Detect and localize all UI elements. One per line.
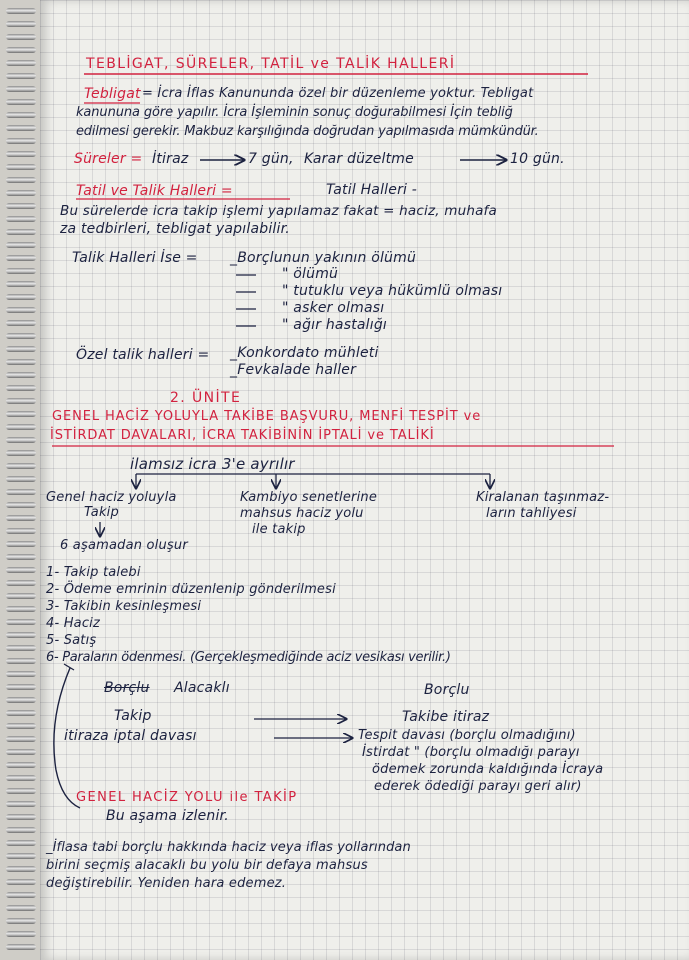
sureler-itiraz-value: 7 gün, [248,151,294,167]
branch-3-line-2: ların tahliyesi [486,506,577,521]
spiral-ring [6,697,36,703]
spiral-ring [6,242,36,248]
unite-title-line-1: GENEL HACİZ YOLUYLA TAKİBE BAŞVURU, MENFİ TESPİT ve [52,409,482,424]
spiral-ring [6,151,36,157]
spiral-ring [6,905,36,911]
flow-takibe-itiraz: Takibe itiraz [402,709,490,725]
branch-2-line-2: mahsus haciz yolu [240,506,364,521]
talik-item-5: " ağır hastalığı [282,317,388,333]
spiral-ring [6,931,36,937]
branch-3-line-1: Kiralanan taşınmaz- [476,490,610,505]
spiral-ring [6,736,36,742]
sureler-itiraz: İtiraz [152,151,189,167]
ozel-talik-item-2: _Fevkalade haller [230,362,357,378]
spiral-ring [6,684,36,690]
genel-haciz-title: GENEL HACİZ YOLU ile TAKİP [76,790,298,805]
notebook-page [40,0,689,960]
stages-note: 6 aşamadan oluşur [60,538,188,553]
spiral-ring [6,580,36,586]
spiral-ring [6,138,36,144]
spiral-ring [6,190,36,196]
stage-5: 5- Satış [46,633,97,648]
tatil-line-2: za tedbirleri, tebligat yapılabilir. [60,221,290,237]
unite-number: 2. ÜNİTE [170,390,242,406]
spiral-ring [6,47,36,53]
spiral-ring [6,255,36,261]
spiral-ring [6,567,36,573]
sureler-label: Süreler = [74,151,143,167]
spiral-ring [6,762,36,768]
genel-haciz-note: Bu aşama izlenir. [106,808,229,824]
spiral-ring [6,554,36,560]
stage-1: 1- Takip talebi [46,565,141,580]
spiral-ring [6,229,36,235]
spiral-ring [6,840,36,846]
spiral-ring [6,411,36,417]
spiral-ring [6,99,36,105]
branch-2-line-1: Kambiyo senetlerine [240,490,378,505]
flow-takip: Takip [114,708,152,724]
spiral-ring [6,268,36,274]
spiral-ring [6,528,36,534]
spiral-ring [6,463,36,469]
spiral-ring [6,658,36,664]
spiral-ring [6,307,36,313]
flow-tespit: Tespit davası (borçlu olmadığını) [358,728,576,743]
spiral-ring [6,34,36,40]
pen-marks [40,0,689,960]
tatil-line-1: Bu sürelerde icra takip işlemi yapılamaz fakat = haciz, muhafa [60,203,497,219]
tatil-halleri-label: Tatil Halleri - [326,182,418,198]
notebook-spiral-binding [0,0,44,960]
spiral-ring [6,372,36,378]
spiral-ring [6,801,36,807]
spiral-ring [6,502,36,508]
tebligat-line-3: edilmesi gerekir. Makbuz karşılığında doğrudan yapılmasıda mümkündür. [76,124,539,139]
spiral-ring [6,827,36,833]
iflas-note-line-2: birini seçmiş alacaklı bu yolu bir defaya mahsus [46,858,368,873]
spiral-ring [6,424,36,430]
spiral-ring [6,216,36,222]
spiral-ring [6,294,36,300]
ozel-talik-item-1: _Konkordato mühleti [230,345,379,361]
spiral-ring [6,866,36,872]
spiral-ring [6,333,36,339]
spiral-ring [6,450,36,456]
talik-item-3: " tutuklu veya hükümlü olması [282,283,503,299]
spiral-ring [6,710,36,716]
spiral-ring [6,437,36,443]
flow-left-header: Alacaklı [174,680,230,696]
spiral-ring [6,814,36,820]
iflas-note-line-3: değiştirebilir. Yeniden hara edemez. [46,876,287,891]
ozel-talik-label: Özel talik halleri = [76,347,210,363]
spiral-ring [6,749,36,755]
spiral-ring [6,944,36,950]
spiral-ring [6,203,36,209]
spiral-ring [6,593,36,599]
spiral-ring [6,86,36,92]
spiral-ring [6,320,36,326]
talik-item-2: " ölümü [282,266,339,282]
spiral-ring [6,606,36,612]
spiral-ring [6,476,36,482]
stage-2: 2- Ödeme emrinin düzenlenip gönderilmesi [46,582,336,597]
branch-1-line-1: Genel haciz yoluyla [46,490,177,505]
stage-6: 6- Paraların ödenmesi. (Gerçekleşmediğinde aciz vesikası verilir.) [46,650,451,665]
spiral-ring [6,359,36,365]
spiral-ring [6,385,36,391]
tebligat-line-1: = İcra İflas Kanununda özel bir düzenleme yoktur. Tebligat [142,86,534,101]
spiral-ring [6,489,36,495]
spiral-ring [6,918,36,924]
flow-right-header: Borçlu [424,682,470,698]
spiral-ring [6,671,36,677]
tatil-talik-label: Tatil ve Talik Halleri = [76,183,233,199]
spiral-ring [6,281,36,287]
spiral-ring [6,346,36,352]
spiral-ring [6,892,36,898]
spiral-ring [6,177,36,183]
spiral-ring [6,125,36,131]
spiral-ring [6,788,36,794]
tebligat-line-2: kanununa göre yapılır. İcra İşleminin sonuç doğurabilmesi İçin tebliğ [76,105,513,120]
spiral-ring [6,164,36,170]
flow-istirdat-3: ederek ödediği parayı geri alır) [374,779,582,794]
page-title: TEBLİGAT, SÜRELER, TATİL ve TALİK HALLERİ [86,56,456,72]
spiral-ring [6,21,36,27]
spiral-ring [6,723,36,729]
spiral-ring [6,73,36,79]
unite-title-line-2: İSTİRDAT DAVALARI, İCRA TAKİBİNİN İPTALİ ve TALİKİ [50,428,435,443]
talik-halleri-label: Talik Halleri İse = [72,250,198,266]
branch-2-line-3: ile takip [252,522,306,537]
spiral-ring [6,541,36,547]
spiral-ring [6,879,36,885]
stage-4: 4- Haciz [46,616,101,631]
talik-item-1: _Borçlunun yakının ölümü [230,250,417,266]
spiral-ring [6,775,36,781]
spiral-ring [6,619,36,625]
spiral-ring [6,8,36,14]
tebligat-label: Tebligat [84,86,141,102]
spiral-ring [6,112,36,118]
ilamsiz-root: ilamsız icra 3'e ayrılır [130,455,295,473]
flow-istirdat-2: ödemek zorunda kaldığında İcraya [372,762,604,777]
flow-left-header-struck: Borçlu [104,680,150,696]
flow-istirdat-1: İstirdat " (borçlu olmadığı parayı [362,745,580,760]
spiral-ring [6,398,36,404]
branch-1-line-2: Takip [84,505,119,520]
sureler-karar-duzeltme-value: 10 gün. [510,151,565,167]
iflas-note-line-1: _İflasa tabi borçlu hakkında haciz veya iflas yollarından [46,840,411,855]
spiral-ring [6,853,36,859]
spiral-ring [6,632,36,638]
spiral-ring [6,60,36,66]
spiral-ring [6,515,36,521]
flow-brace [54,668,80,808]
flow-itiraz-iptal: itiraza iptal davası [64,728,197,744]
talik-item-4: " asker olması [282,300,385,316]
spiral-ring [6,645,36,651]
sureler-karar-duzeltme: Karar düzeltme [304,151,414,167]
stage-3: 3- Takibin kesinleşmesi [46,599,202,614]
